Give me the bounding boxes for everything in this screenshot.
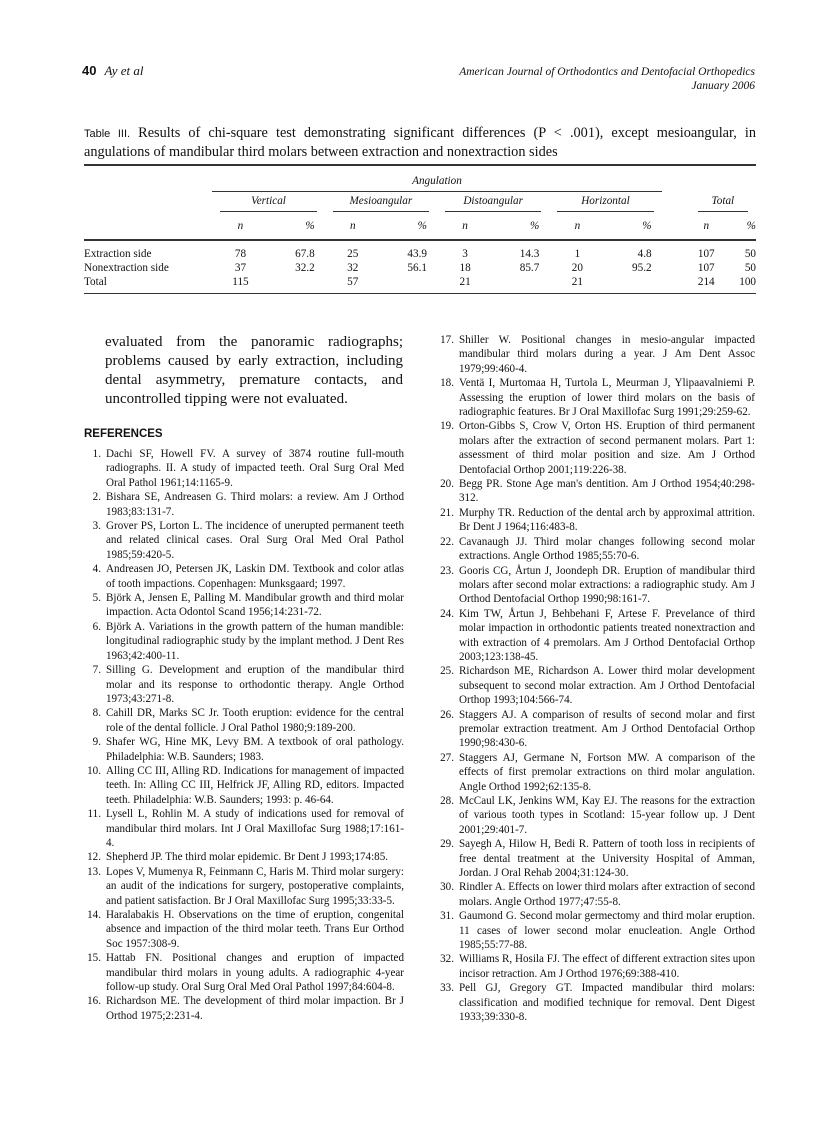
reference-number: 3. (92, 520, 101, 533)
reference-text: Pell GJ, Gregory GT. Impacted mandibular third molars: classification and modified technique for removal. Dent Digest 1933;39:330-8. (459, 982, 755, 1024)
reference-item (84, 591, 404, 620)
col-n: n (237, 220, 244, 232)
table-cell: 1 (574, 248, 581, 260)
reference-text: Björk A. Variations in the growth pattern of the human mandible: longitudinal radiographic study by the implant method. J Dent Res 1963;42:400-11. (106, 620, 404, 662)
table-row (84, 261, 756, 275)
reference-item (437, 419, 755, 477)
reference-text: Andreasen JO, Petersen JK, Laskin DM. Textbook and color atlas of tooth impactions. Copenhagen: Munksgaard; 1997. (106, 563, 404, 590)
reference-text: Rindler A. Effects on lower third molars after extraction of second molars. Angle Orthod 1977;47:55-8. (459, 881, 755, 908)
reference-item (437, 952, 755, 981)
table-cell: 37 (234, 262, 247, 274)
table-cell: 107 (697, 262, 715, 274)
reference-item (437, 477, 755, 506)
table-cell: 4.8 (637, 248, 652, 260)
table-caption (84, 124, 756, 161)
reference-number: 23. (440, 564, 454, 577)
reference-item (437, 506, 755, 535)
table-cell: 14.3 (519, 248, 540, 260)
reference-number: 13. (87, 865, 101, 878)
group-header: Horizontal (581, 195, 630, 208)
col-n: n (703, 220, 710, 232)
table-cell: 32 (347, 262, 359, 274)
table-cell: 67.8 (295, 248, 315, 260)
reference-item (437, 333, 755, 376)
col-percent: % (417, 220, 427, 232)
angulation-spanner: Angulation (412, 174, 462, 187)
results-table (84, 164, 756, 294)
reference-text: Hattab FN. Positional changes and eruption of impacted mandibular third molars in young adults. A radiographic 4-year follow-up study. Oral Surg Oral Med Oral Pathol 1997;84:604-8. (106, 952, 404, 994)
table-cell: 43.9 (407, 248, 427, 260)
reference-text: Staggers AJ. A comparison of results of second molar and first premolar extraction treatment. Am J Orthod Dentofacial Orthop 1990;98:430-6. (459, 708, 755, 750)
reference-number: 1. (92, 448, 101, 460)
reference-text: Williams R, Hosila FJ. The effect of different extraction sites upon incisor retraction. Am J Orthod 1976;69:388-410. (459, 953, 755, 980)
body-paragraph: evaluated from the panoramic radiographs; problems caused by early extraction, including dental asymmetry, premature contacts, and uncontrolled tipping were not evaluated. (105, 334, 403, 407)
references-heading: REFERENCES (84, 428, 163, 440)
reference-text: Begg PR. Stone Age man's dentition. Am J Orthod 1954;40:298-312. (459, 478, 755, 505)
reference-item (84, 865, 404, 908)
reference-number: 2. (92, 491, 101, 504)
table-cell: 95.2 (632, 262, 652, 274)
reference-item (437, 880, 755, 909)
reference-number: 15. (87, 952, 101, 965)
reference-text: Gooris CG, Årtun J, Joondeph DR. Eruption of mandibular third molars after second molar extractions: a radiographic study. Am J Orthod Dentofacial Orthop 1990;98:161-7. (459, 564, 755, 606)
reference-number: 8. (92, 707, 101, 720)
reference-number: 31. (440, 910, 454, 923)
reference-item (84, 519, 404, 562)
reference-text: Orton-Gibbs S, Crow V, Orton HS. Eruption of third permanent molars after the extraction of second permanent molars. Part 1: assessment of third molar position and size. Am J Orthod Dentofacial Orthop 2001;119:226-38. (459, 420, 755, 476)
reference-item (84, 764, 404, 807)
reference-text: Sayegh A, Hilow H, Bedi R. Pattern of tooth loss in recipients of free dental treatment at the University Hospital of Amman, Jordan. J Oral Rehab 2004;31:124-30. (459, 838, 755, 880)
reference-text: Shiller W. Positional changes in mesio-angular impacted mandibular third molars during a year. J Am Dent Assoc 1979;99:460-4. (459, 334, 755, 375)
reference-text: Murphy TR. Reduction of the dental arch by approximal attrition. Br Dent J 1964;116:483-8. (459, 506, 755, 534)
reference-text: Richardson ME. The development of third molar impaction. Br J Orthod 1975;2:231-4. (106, 995, 404, 1022)
reference-number: 14. (87, 909, 101, 921)
group-header: Total (711, 195, 735, 207)
reference-number: 6. (92, 620, 101, 633)
reference-item (84, 951, 404, 994)
references-list-right (437, 333, 755, 1025)
col-percent: % (642, 220, 652, 232)
table-cell: 100 (739, 276, 756, 288)
reference-number: 21. (440, 506, 454, 519)
reference-text: Lopes V, Mumenya R, Feinmann C, Haris M. Third molar surgery: an audit of the indications for surgery, postoperative complaints, and patient satisfaction. Br J Oral Maxillofac Surg 1995;33:33-5. (106, 865, 404, 907)
reference-item (84, 620, 404, 663)
reference-text: Haralabakis H. Observations on the time of eruption, congenital absence and impaction of the third molar teeth. Trans Eur Orthod Soc 1957:308-9. (106, 909, 404, 950)
table-cell: 50 (744, 248, 756, 260)
table-cell: 3 (462, 248, 468, 260)
table-cell: 56.1 (407, 262, 427, 274)
reference-item (84, 447, 404, 490)
reference-item (437, 664, 755, 707)
reference-number: 19. (440, 420, 454, 433)
reference-number: 33. (440, 982, 454, 995)
reference-number: 4. (92, 563, 101, 576)
issue-date: January 2006 (691, 80, 755, 92)
reference-item (84, 807, 404, 850)
reference-number: 22. (440, 535, 454, 548)
reference-item (84, 994, 404, 1023)
running-header-left (82, 63, 143, 79)
reference-text: Kim TW, Årtun J, Behbehani F, Artese F. Prevelance of third molar impaction in orthodontic patients treated nonextraction and with extraction of 4 premolars. Am J Orthod Dentofacial Orthop 2003;123:138-45. (459, 607, 755, 663)
table-cell: 57 (347, 276, 359, 288)
reference-number: 18. (440, 377, 454, 390)
group-header: Distoangular (463, 195, 523, 208)
reference-item (437, 535, 755, 564)
table-cell: 85.7 (519, 262, 540, 274)
table-cell: 78 (234, 248, 247, 260)
table-cell (605, 275, 661, 289)
col-n: n (349, 220, 356, 232)
reference-number: 11. (87, 808, 101, 821)
reference-text: Dachi SF, Howell FV. A survey of 3874 routine full-mouth radiographs. II. A study of impacted teeth. Oral Surg Oral Med Oral Pathol 1961;14:1165-9. (106, 448, 404, 489)
table-cell: 107 (697, 248, 715, 260)
reference-item (437, 794, 755, 837)
group-header: Vertical (251, 195, 286, 208)
reference-item (84, 735, 404, 764)
table-cell: 25 (347, 248, 359, 260)
reference-text: Silling G. Development and eruption of the mandibular third molar and its response to orthodontic therapy. Angle Orthod 1973;43:271-8. (106, 664, 404, 705)
reference-text: Lysell L, Rohlin M. A study of indications used for removal of mandibular third molars. Int J Oral Maxillofac Surg 1988;17:161-4. (106, 808, 404, 849)
reference-item (437, 909, 755, 952)
table-cell: 32.2 (295, 262, 315, 274)
reference-item (84, 706, 404, 735)
reference-item (437, 607, 755, 665)
reference-item (84, 490, 404, 519)
reference-item (84, 850, 404, 864)
reference-item (437, 751, 755, 794)
reference-number: 28. (440, 795, 454, 807)
reference-number: 16. (87, 995, 101, 1008)
reference-text: Shafer WG, Hine MK, Levy BM. A textbook of oral pathology. Philadelphia: W.B. Saunders; 1983. (106, 736, 404, 763)
page-number: 40 (82, 63, 97, 78)
table-cell: 21 (459, 276, 471, 288)
table-label: Table III. (84, 128, 131, 140)
reference-text: Cavanaugh JJ. Third molar changes following second molar extractions. Angle Orthod 1985;55:70-6. (459, 535, 755, 563)
reference-item (437, 981, 755, 1024)
table-cell (381, 275, 437, 289)
reference-number: 30. (440, 881, 454, 894)
reference-item (437, 708, 755, 751)
reference-text: Björk A, Jensen E, Palling M. Mandibular growth and third molar impaction. Acta Odontol Scand 1956;14:231-72. (106, 592, 404, 619)
reference-text: Alling CC III, Alling RD. Indications for management of impacted teeth. In: Alling CC III, Helfrick JF, Alling RD, editors. Impacted teeth. Philadelphia: W.B. Saunders; 1993: p. 46-64. (106, 764, 404, 806)
col-percent: % (529, 220, 540, 232)
col-n: n (574, 220, 581, 232)
table-cell: 20 (571, 262, 583, 274)
reference-text: Bishara SE, Andreasen G. Third molars: a review. Am J Orthod 1983;83:131-7. (106, 491, 404, 518)
reference-item (437, 837, 755, 880)
col-percent: % (746, 220, 756, 232)
authors: Ay et al (104, 63, 144, 78)
table-cell: 50 (744, 262, 756, 274)
reference-text: McCaul LK, Jenkins WM, Kay EJ. The reasons for the extraction of various tooth types in Scotland: 15-year follow up. J Dent 2001;29:401-7. (459, 795, 755, 836)
reference-number: 12. (87, 851, 101, 864)
table-cell (269, 275, 325, 289)
reference-number: 26. (440, 708, 454, 721)
reference-text: Staggers AJ, Germane N, Fortson MW. A comparison of the effects of first premolar extractions on third molar angulation. Angle Orthod 1992;62:135-8. (459, 751, 755, 793)
reference-item (84, 908, 404, 951)
reference-number: 25. (440, 665, 454, 678)
reference-item (84, 663, 404, 706)
reference-number: 5. (92, 592, 101, 605)
reference-text: Ventä I, Murtomaa H, Turtola L, Meurman J, Ylipaavalniemi P. Assessing the eruption of lower third molars on the basis of radiographic features. Br J Oral Maxillofac Surg 1991;29:259-62. (459, 377, 755, 419)
reference-number: 29. (440, 838, 454, 851)
col-percent: % (305, 220, 315, 232)
reference-text: Richardson ME, Richardson A. Lower third molar development subsequent to second molar extraction. Am J Orthod Dentofacial Orthop 1993;104:566-74. (459, 665, 755, 707)
reference-item (437, 376, 755, 419)
reference-number: 27. (440, 751, 454, 764)
reference-number: 24. (440, 607, 454, 620)
reference-number: 17. (440, 334, 454, 346)
reference-text: Cahill DR, Marks SC Jr. Tooth eruption: evidence for the central role of the dental follicle. J Oral Pathol 1980;9:189-200. (106, 707, 404, 734)
reference-number: 20. (440, 478, 454, 491)
group-header: Mesioangular (349, 195, 413, 208)
col-n: n (462, 220, 468, 232)
row-label: Nonextraction side (84, 262, 169, 274)
table-cell: 21 (571, 276, 583, 288)
table-cell: 18 (459, 262, 471, 274)
table-row (84, 240, 756, 261)
reference-number: 7. (92, 664, 101, 677)
references-list-left (84, 447, 404, 1023)
reference-item (437, 564, 755, 607)
reference-text: Grover PS, Lorton L. The incidence of unerupted permanent teeth and related clinical cases. Oral Surg Oral Med Oral Pathol 1985;59:420-5. (106, 520, 404, 561)
reference-text: Shepherd JP. The third molar epidemic. Br Dent J 1993;174:85. (106, 851, 389, 864)
reference-item (84, 562, 404, 591)
reference-number: 9. (92, 736, 101, 749)
row-label: Extraction side (84, 248, 152, 260)
table-row (84, 275, 756, 289)
table-caption-text: Results of chi-square test demonstrating significant differences (P < .001), except mesioangular, in angulations of mandibular third molars between extraction and nonextraction sides (84, 125, 756, 160)
reference-number: 10. (87, 764, 101, 777)
reference-text: Gaumond G. Second molar germectomy and third molar eruption. 11 cases of lower second molar enucleation. Angle Orthod 1985;55:77-88. (459, 910, 755, 952)
table-cell: 115 (232, 276, 249, 288)
row-label: Total (84, 276, 107, 288)
table-cell: 214 (697, 276, 715, 288)
table-cell (493, 275, 549, 289)
journal-title: American Journal of Orthodontics and Dentofacial Orthopedics (459, 66, 755, 78)
running-header-right (459, 65, 755, 93)
reference-number: 32. (440, 953, 454, 966)
